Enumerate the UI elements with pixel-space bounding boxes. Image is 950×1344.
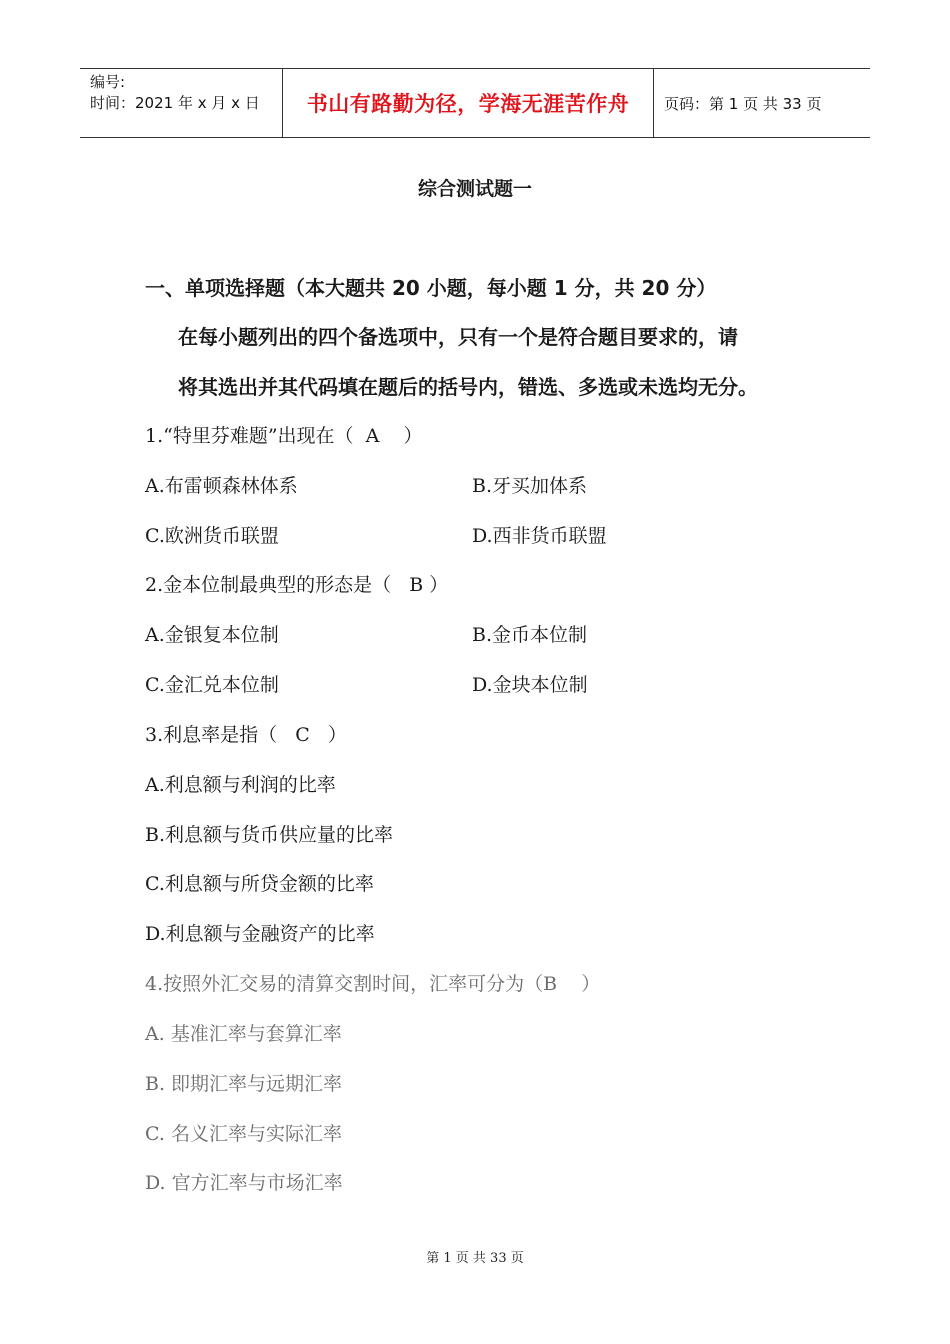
question-4-option-d: D. 官方汇率与市场汇率 bbox=[145, 1172, 343, 1194]
header-motto: 书山有路勤为径，学海无涯苦作舟 bbox=[282, 69, 654, 137]
serial-label: 编号: bbox=[90, 73, 126, 91]
question-3-option-d: D.利息额与金融资产的比率 bbox=[145, 923, 375, 945]
question-1-option-b: B.牙买加体系 bbox=[472, 475, 588, 497]
question-2-stem: 2.金本位制最典型的形态是（ B ） bbox=[145, 574, 449, 596]
question-4-option-b: B. 即期汇率与远期汇率 bbox=[145, 1073, 343, 1095]
question-3-stem: 3.利息率是指（ C ） bbox=[145, 724, 347, 746]
question-1-stem: 1.“特里芬难题”出现在（ A ） bbox=[145, 425, 423, 447]
question-2-option-d: D.金块本位制 bbox=[472, 674, 588, 696]
time-label: 时间：2021 年 x 月 x 日 bbox=[90, 94, 260, 112]
document-header bbox=[80, 68, 870, 138]
header-page-info: 页码：第 1 页 共 33 页 bbox=[664, 94, 822, 113]
section-instruction-line-1: 在每小题列出的四个备选项中，只有一个是符合题目要求的，请 bbox=[178, 325, 738, 349]
question-2-option-a: A.金银复本位制 bbox=[145, 624, 279, 646]
question-3-option-a: A.利息额与利润的比率 bbox=[145, 774, 336, 796]
header-meta-cell bbox=[80, 69, 282, 137]
question-1-option-d: D.西非货币联盟 bbox=[472, 525, 607, 547]
section-heading: 一、单项选择题（本大题共 20 小题，每小题 1 分，共 20 分） bbox=[145, 276, 717, 300]
question-1-option-a: A.布雷顿森林体系 bbox=[145, 475, 298, 497]
page-title: 综合测试题一 bbox=[417, 178, 532, 200]
question-4-option-a: A. 基准汇率与套算汇率 bbox=[145, 1023, 342, 1045]
question-3-option-c: C.利息额与所贷金额的比率 bbox=[145, 873, 374, 895]
question-2-option-c: C.金汇兑本位制 bbox=[145, 674, 279, 696]
question-2-option-b: B.金币本位制 bbox=[472, 624, 588, 646]
question-1-option-c: C.欧洲货币联盟 bbox=[145, 525, 279, 547]
page-footer: 第 1 页 共 33 页 bbox=[426, 1251, 524, 1266]
question-4-option-c: C. 名义汇率与实际汇率 bbox=[145, 1123, 342, 1145]
question-3-option-b: B.利息额与货币供应量的比率 bbox=[145, 824, 394, 846]
question-4-stem: 4.按照外汇交易的清算交割时间，汇率可分为（B ） bbox=[145, 973, 601, 995]
section-instruction-line-2: 将其选出并其代码填在题后的括号内，错选、多选或未选均无分。 bbox=[178, 375, 758, 399]
